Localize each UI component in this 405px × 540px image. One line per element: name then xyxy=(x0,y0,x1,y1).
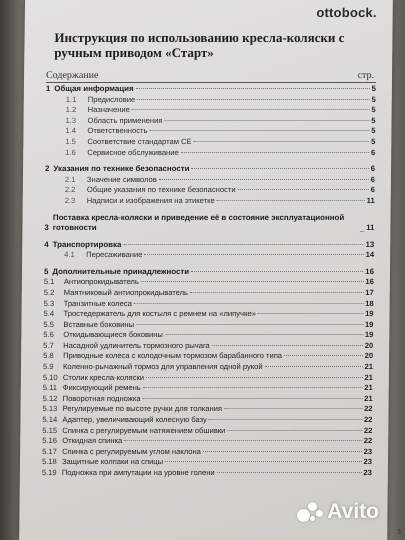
toc-entry-5-1 xyxy=(44,277,374,288)
header-rule xyxy=(46,82,376,83)
toc-page-number: 5 xyxy=(371,105,376,115)
contents-label: Содержание xyxy=(45,70,99,81)
watermark-text: Avito xyxy=(327,500,379,523)
toc-title: Транзитные колеса xyxy=(63,298,132,308)
toc-title: Адаптер, увеличивающий колесную базу xyxy=(62,415,207,425)
toc-title: Соответствие стандартам СЕ xyxy=(87,136,192,146)
toc-entry-5-2 xyxy=(44,288,374,299)
toc-leader-dots xyxy=(192,168,369,169)
toc-title: Фиксирующий ремень xyxy=(62,383,141,393)
toc-number: 5.13 xyxy=(42,404,58,414)
toc-entry-5-3 xyxy=(44,299,374,310)
toc-title: Откидывающиеся боковины xyxy=(63,330,163,340)
toc-title: Сервисное обслуживание xyxy=(87,147,179,157)
toc-page-number: 11 xyxy=(366,222,375,232)
toc-entry-4-1 xyxy=(44,250,374,261)
toc-page-number: 16 xyxy=(365,266,375,276)
toc-page-number: 14 xyxy=(365,250,375,260)
toc-leader-dots xyxy=(191,271,363,272)
toc-entry-5-9 xyxy=(43,362,373,373)
toc-title: Общие указания по технике безопасности xyxy=(86,185,236,195)
toc-leader-dots xyxy=(194,141,370,142)
toc-title: Коленно-рычажный тормоз для управления одной рукой xyxy=(62,362,263,372)
toc-entry-5-10 xyxy=(43,373,373,384)
toc-title: Спинка с регулируемым углом наклона xyxy=(62,446,201,456)
toc-page-number: 21 xyxy=(364,383,373,393)
toc-title: Тростедержатель для костыля с ремнем на «липучке» xyxy=(63,309,256,319)
toc-entry-5-14 xyxy=(42,415,372,426)
toc-leader-dots xyxy=(143,398,363,399)
toc-page-number: 11 xyxy=(366,195,375,205)
toc-number: 3 xyxy=(44,222,49,232)
toc-leader-dots xyxy=(149,130,369,131)
toc-entry-5-7 xyxy=(43,341,373,352)
toc-page-number: 17 xyxy=(365,287,374,297)
toc-page-number: 13 xyxy=(365,239,375,249)
toc-page-number: 22 xyxy=(364,404,373,414)
toc-section-2 xyxy=(45,164,375,175)
toc-number: 1.3 xyxy=(65,115,77,125)
toc-entry-5-13 xyxy=(42,404,372,415)
toc-entry-5-11 xyxy=(43,383,373,394)
toc-page-number: 19 xyxy=(365,309,374,319)
toc-page-number: 5 xyxy=(371,84,376,93)
toc-entry-5-17 xyxy=(42,447,372,458)
avito-watermark xyxy=(297,500,379,524)
toc-number: 5.11 xyxy=(42,383,58,393)
toc-number: 1 xyxy=(45,84,51,93)
toc-page-number: 6 xyxy=(370,164,376,174)
toc-leader-dots xyxy=(159,179,369,180)
toc-leader-dots xyxy=(284,355,363,356)
toc-leader-dots xyxy=(136,324,363,325)
toc-leader-dots xyxy=(212,345,363,346)
toc-page-number: 20 xyxy=(364,340,374,350)
toc-entry-5-12 xyxy=(43,394,373,405)
toc-page-number: 5 xyxy=(371,126,376,136)
toc-leader-dots xyxy=(360,231,364,232)
toc-leader-dots xyxy=(146,377,362,378)
toc-leader-dots xyxy=(141,281,364,282)
toc-title: Предисловие xyxy=(87,94,136,104)
toc-title: Спинка с регулируемым натяжением обшивки xyxy=(62,425,226,435)
toc-number: 4 xyxy=(44,239,49,249)
toc-page-number: 21 xyxy=(364,393,373,403)
toc-entry-5-6 xyxy=(43,330,373,341)
toc-title: Пересаживание xyxy=(86,250,143,260)
toc-title: Ответственность xyxy=(87,126,148,136)
toc-entry-2-1 xyxy=(45,175,375,186)
toc-page-number: 22 xyxy=(363,425,373,435)
toc-number: 5.7 xyxy=(43,340,54,350)
brand-logo: ottobock. xyxy=(316,5,377,20)
toc-number: 5.17 xyxy=(42,446,57,456)
toc-title: Подножка при ампутации на уровне голени xyxy=(61,468,215,477)
toc-leader-dots xyxy=(265,366,363,367)
toc-leader-dots xyxy=(181,152,369,153)
toc-number: 5.10 xyxy=(42,372,58,382)
toc-number: 5.6 xyxy=(43,330,54,340)
toc-entry-2-2 xyxy=(45,185,375,196)
toc-page-number: 23 xyxy=(363,457,373,467)
toc-number: 2 xyxy=(45,164,50,174)
toc-leader-dots xyxy=(217,472,362,473)
toc-number: 5.18 xyxy=(41,457,57,467)
toc-number: 5.4 xyxy=(43,309,55,319)
toc-entry-5-5 xyxy=(43,320,373,331)
toc-page-number: 20 xyxy=(364,351,374,361)
toc-section-3 xyxy=(44,213,374,234)
toc-title: Откидная спинка xyxy=(62,436,123,446)
toc-number: 1.2 xyxy=(65,105,77,115)
toc-number: 1.4 xyxy=(65,126,77,136)
toc-leader-dots xyxy=(132,109,370,110)
toc-page-number: 5 xyxy=(371,136,376,146)
toc-page-number: 6 xyxy=(370,185,375,195)
toc-section-4 xyxy=(44,240,374,251)
toc-page-number: 18 xyxy=(365,298,374,308)
toc-title: Приводные колеса с колодочным тормозом барабанного типа xyxy=(63,351,283,361)
toc-page-number: 22 xyxy=(363,415,373,425)
toc-page-number: 21 xyxy=(364,372,373,382)
toc-title: Маятниковый антиопрокидыватель xyxy=(63,287,189,297)
toc-leader-dots xyxy=(165,461,361,462)
toc-leader-dots xyxy=(137,99,369,100)
toc-leader-dots xyxy=(258,313,363,314)
toc-entry-1-3 xyxy=(46,116,376,127)
toc-title: Транспортировка xyxy=(52,239,122,249)
toc-leader-dots xyxy=(123,244,363,245)
toc-title: Общая информация xyxy=(54,84,134,93)
toc-title: Дополнительные принадлежности xyxy=(52,266,190,276)
toc-title: Насадной удлинитель тормозного рычага xyxy=(63,340,210,350)
toc-title: Область применения xyxy=(87,115,163,125)
toc-number: 1.6 xyxy=(65,147,76,157)
toc-entry-5-8 xyxy=(43,351,373,362)
document-page xyxy=(19,0,393,540)
toc-leader-dots xyxy=(124,440,361,441)
toc-number: 1.5 xyxy=(65,136,76,146)
toc-leader-dots xyxy=(165,334,363,335)
toc-entry-5-15 xyxy=(42,426,372,437)
toc-page-number: 19 xyxy=(364,330,374,340)
toc-leader-dots xyxy=(136,88,370,89)
toc-number: 2.3 xyxy=(64,195,76,205)
toc-section-5 xyxy=(44,267,374,278)
toc-number: 2.1 xyxy=(64,174,76,184)
toc-title: Антиопрокидыватель xyxy=(63,277,139,287)
toc-entry-5-19 xyxy=(42,468,372,479)
toc-entry-1-1 xyxy=(46,95,376,106)
toc-leader-dots xyxy=(224,408,362,409)
toc-number: 5 xyxy=(43,266,49,276)
toc-entry-5-4 xyxy=(43,309,373,320)
toc-page-number: 6 xyxy=(370,147,376,157)
toc-page-number: 23 xyxy=(363,468,372,477)
toc-number: 2.2 xyxy=(64,185,76,195)
toc-entry-1-4 xyxy=(45,126,375,137)
toc-leader-dots xyxy=(190,292,363,293)
toc-leader-dots xyxy=(209,419,362,420)
toc-number: 1.1 xyxy=(65,94,77,104)
toc-number: 5.1 xyxy=(43,277,55,287)
toc-number: 5.15 xyxy=(42,425,58,435)
toc-page-number: 19 xyxy=(364,319,374,329)
toc-entry-1-2 xyxy=(46,105,376,116)
toc-entry-5-16 xyxy=(42,436,372,447)
toc-leader-dots xyxy=(134,303,363,304)
toc-leader-dots xyxy=(144,254,363,255)
toc-page-number: 6 xyxy=(370,174,375,184)
toc-number: 4.1 xyxy=(64,250,75,260)
document-title: Инструкция по использованию кресла-коляски с ручным приводом «Старт» xyxy=(54,30,345,60)
toc-page-number: 21 xyxy=(364,362,374,372)
toc-leader-dots xyxy=(217,200,365,201)
page-number: 3 xyxy=(397,529,401,536)
toc-title: Поставка кресла-коляски и приведение её в состояние эксплуатационной готовности xyxy=(52,212,345,233)
toc-leader-dots xyxy=(164,120,369,121)
toc-entry-2-3 xyxy=(45,196,375,207)
toc-title: Назначение xyxy=(87,105,130,115)
toc-leader-dots xyxy=(143,387,363,388)
toc-entry-1-6 xyxy=(45,148,375,159)
toc-number: 5.5 xyxy=(43,319,55,329)
toc-number: 5.14 xyxy=(42,415,58,425)
toc-section-1 xyxy=(46,84,376,95)
toc-page-number: 23 xyxy=(363,446,373,456)
toc-leader-dots xyxy=(203,451,362,452)
toc-entry-1-5 xyxy=(45,137,375,148)
toc-leader-dots xyxy=(238,189,369,190)
toc-number: 5.8 xyxy=(43,351,54,361)
toc-leader-dots xyxy=(227,430,362,431)
toc-title: Защитные колпаки на спицы xyxy=(61,457,164,467)
toc-title: Регулируемые по высоте ручки для толкания xyxy=(62,404,223,414)
toc-title: Надписи и изображения на этикетке xyxy=(86,195,215,205)
avito-logo-icon xyxy=(297,501,323,523)
toc-entry-5-18 xyxy=(42,457,372,468)
toc-page-number: 5 xyxy=(371,94,376,104)
toc-title: Указания по технике безопасности xyxy=(53,164,190,174)
page-column-label: стр. xyxy=(357,70,375,81)
toc-title: Поворотная подножка xyxy=(62,393,141,403)
toc-number: 5.3 xyxy=(43,298,55,308)
toc-number: 5.2 xyxy=(43,287,55,297)
toc-number: 5.12 xyxy=(42,393,58,403)
toc-number: 5.16 xyxy=(42,436,58,446)
toc-number: 5.9 xyxy=(42,362,54,372)
toc-title: Вставные боковины xyxy=(63,319,135,329)
toc-page-number: 16 xyxy=(365,277,374,287)
toc-title: Столик кресла-коляски xyxy=(62,372,145,382)
toc-number: 5.19 xyxy=(41,468,57,477)
toc-page-number: 22 xyxy=(363,436,373,446)
toc-page-number: 5 xyxy=(371,115,376,125)
toc-title: Значение символов xyxy=(86,174,157,184)
table-of-contents xyxy=(42,84,376,479)
